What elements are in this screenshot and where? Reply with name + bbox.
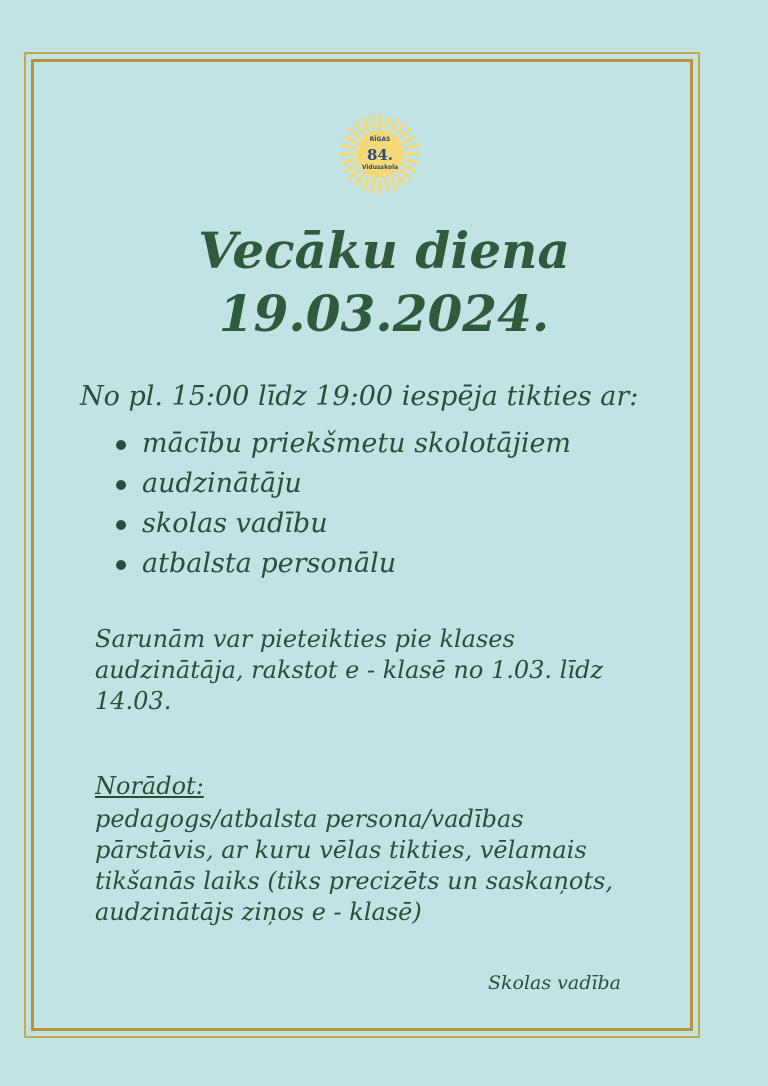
instructions-line: audzinātājs ziņos e - klasē) xyxy=(95,898,422,926)
instructions-paragraph xyxy=(95,804,695,928)
instructions-line: pārstāvis, ar kuru vēlas tikties, vēlamais xyxy=(95,836,587,864)
sun-ray xyxy=(405,144,419,150)
list-item xyxy=(112,464,571,504)
sun-ray xyxy=(405,158,419,164)
logo-text-top: RĪGAS xyxy=(369,136,391,143)
sun-ray xyxy=(341,158,355,164)
list-item-label: audzinātāju xyxy=(142,468,302,499)
sun-ray xyxy=(340,152,354,155)
sun-ray xyxy=(370,115,376,129)
sun-ray xyxy=(343,135,357,144)
sun-ray xyxy=(343,164,357,173)
bullet-icon xyxy=(116,440,126,450)
bullet-icon xyxy=(116,520,126,530)
logo-text-bottom: Vidusskola xyxy=(361,164,399,171)
instructions-line: pedagogs/atbalsta persona/vadības xyxy=(95,805,524,833)
sun-ray xyxy=(378,114,381,128)
sun-ray xyxy=(384,179,390,193)
bullet-icon xyxy=(116,560,126,570)
registration-line: Sarunām var pieteikties pie klases xyxy=(95,625,515,653)
registration-line: 14.03. xyxy=(95,687,172,715)
sun-ray xyxy=(390,177,399,191)
sun-ray xyxy=(361,177,370,191)
sun-ray xyxy=(406,152,420,155)
registration-paragraph xyxy=(95,624,695,717)
sun-ray xyxy=(384,115,390,129)
sun-ray xyxy=(403,135,417,144)
sun-ray xyxy=(361,117,370,131)
event-title: Vecāku diena xyxy=(198,221,570,280)
sun-ray xyxy=(403,164,417,173)
list-item xyxy=(112,504,571,544)
sun-ray xyxy=(378,180,381,194)
event-date: 19.03.2024. xyxy=(218,284,550,343)
list-item-label: atbalsta personālu xyxy=(142,548,397,579)
list-item xyxy=(112,424,571,464)
registration-line: audzinātāja, rakstot e - klasē no 1.03. līdz xyxy=(95,656,604,684)
instructions-heading: Norādot: xyxy=(95,772,204,800)
signature: Skolas vadība xyxy=(488,972,621,994)
list-item xyxy=(112,544,571,584)
intro-text: No pl. 15:00 līdz 19:00 iespēja tikties ar: xyxy=(80,381,639,412)
list-item-label: skolas vadību xyxy=(142,508,328,539)
bullet-icon xyxy=(116,480,126,490)
sun-ray xyxy=(390,117,399,131)
instructions-line: tikšanās laiks (tiks precizēts un saskaņots, xyxy=(95,867,613,895)
school-logo xyxy=(324,110,436,194)
sun-ray xyxy=(370,179,376,193)
list-item-label: mācību priekšmetu skolotājiem xyxy=(142,428,572,459)
meeting-options-list xyxy=(112,424,571,584)
logo-number: 84. xyxy=(366,146,394,164)
sun-ray xyxy=(341,144,355,150)
